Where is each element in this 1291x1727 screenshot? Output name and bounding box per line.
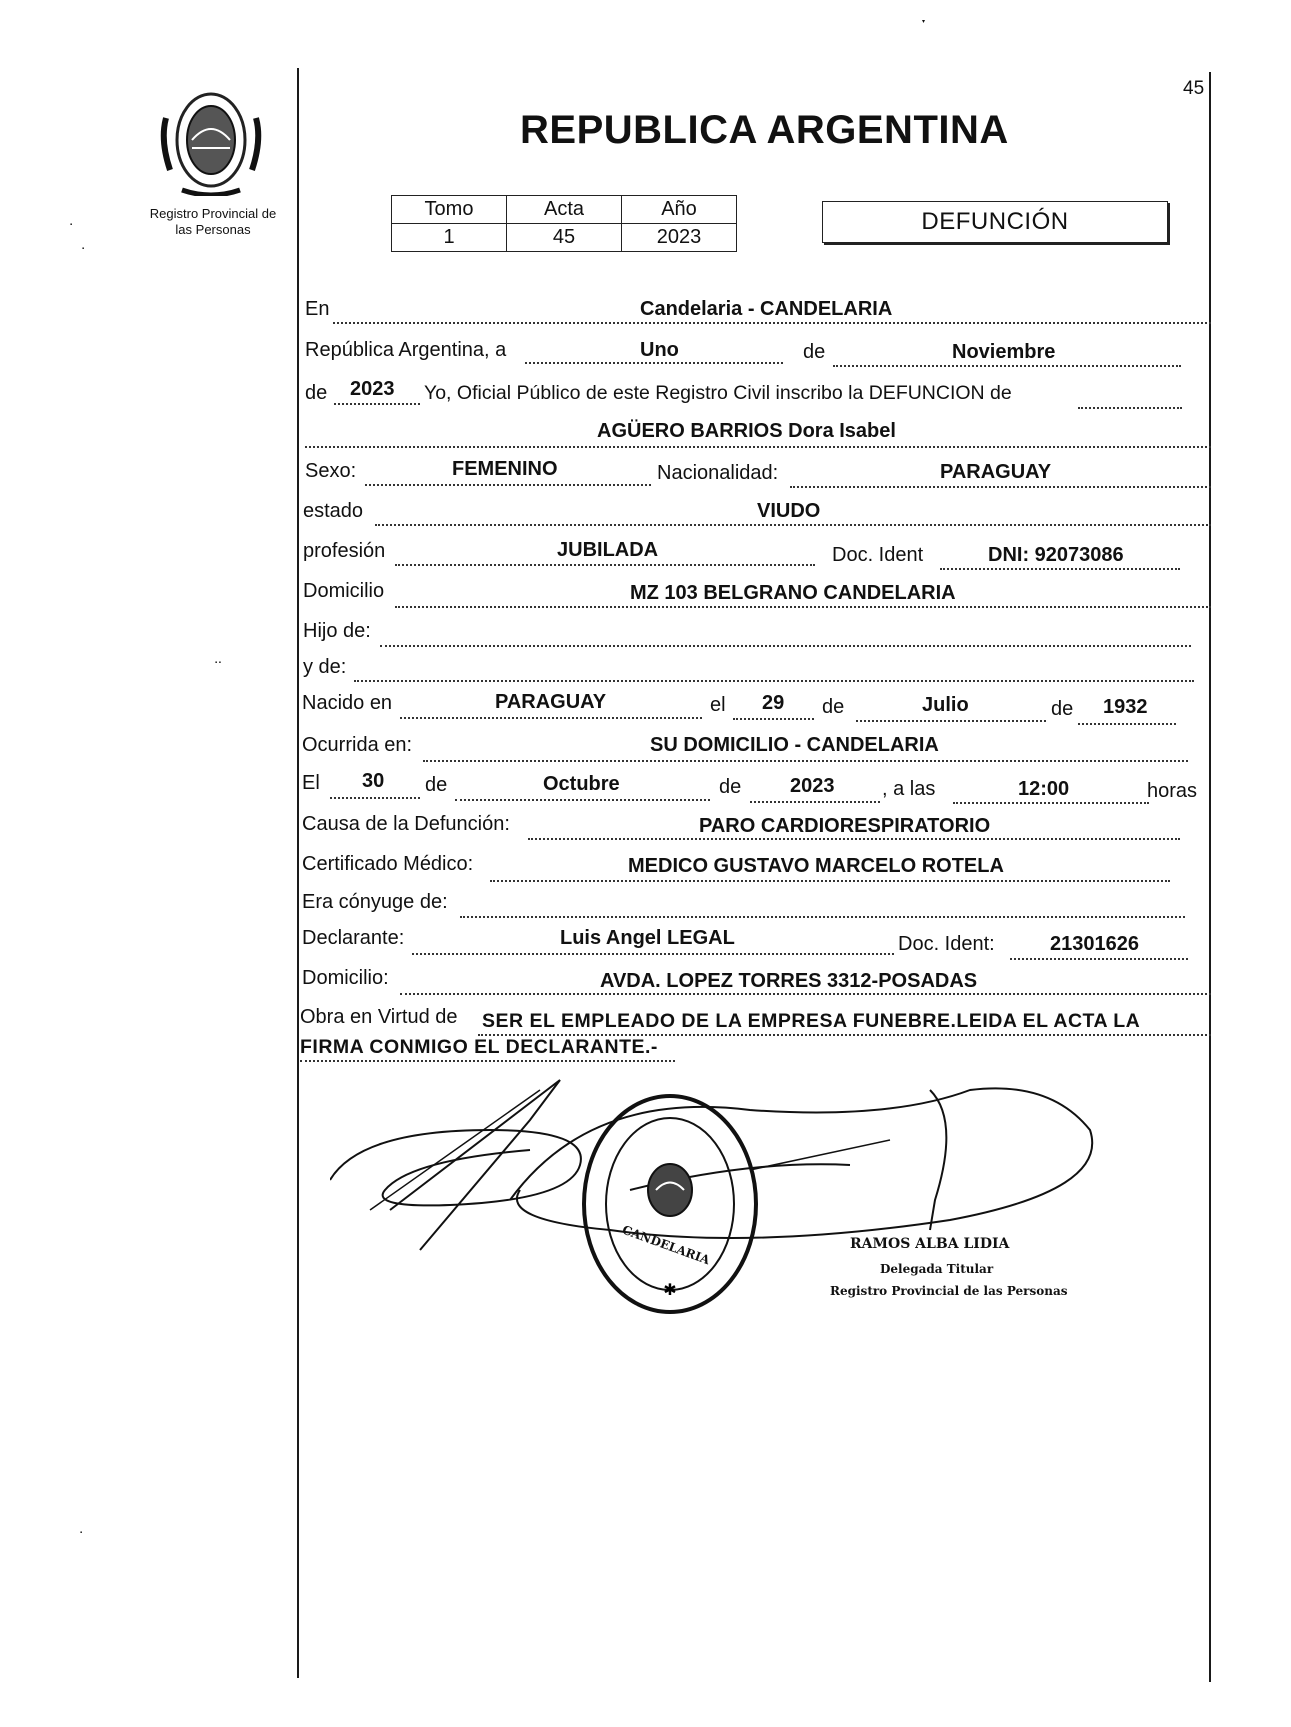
page-number: 45 xyxy=(1183,78,1205,99)
record-table-cell: 2023 xyxy=(622,224,737,252)
conyuge-label: Era cónyuge de: xyxy=(302,891,448,913)
causa-dotted-line xyxy=(528,838,1180,840)
death-year-dotted-line xyxy=(750,801,880,803)
nacido-value: PARAGUAY xyxy=(495,691,607,713)
declarante-domicilio-label: Domicilio: xyxy=(302,967,389,989)
ocurrida-dotted-line xyxy=(423,760,1188,762)
hijo-de-label: Hijo de: xyxy=(303,620,371,642)
birth-month: Julio xyxy=(922,694,969,716)
en-value: Candelaria - CANDELARIA xyxy=(640,298,893,320)
death-month: Octubre xyxy=(543,773,620,795)
birth-month-dotted-line xyxy=(856,720,1046,722)
conyuge-dotted-line xyxy=(460,916,1185,918)
death-time-dotted-line xyxy=(953,802,1149,804)
sexo-label: Sexo: xyxy=(305,460,357,482)
el-label: el xyxy=(710,694,726,716)
scan-speck: ▪ xyxy=(82,246,85,252)
nacionalidad-value: PARAGUAY xyxy=(940,461,1052,483)
nacionalidad-dotted-line xyxy=(790,486,1211,488)
profesion-value: JUBILADA xyxy=(557,539,659,561)
obra-label: Obra en Virtud de xyxy=(300,1006,458,1028)
year-dotted-line xyxy=(334,403,420,405)
scan-speck: ▪ ▪ xyxy=(215,660,221,666)
declarante-doc-dotted-line xyxy=(1010,958,1188,960)
record-table-cell: 1 xyxy=(392,224,507,252)
death-day: 30 xyxy=(362,770,385,792)
declarante-domicilio-dotted-line xyxy=(400,993,1211,995)
birth-year-dotted-line xyxy=(1078,723,1176,725)
registry-label-line1: Registro Provincial de xyxy=(149,206,277,221)
obra-value-line2: FIRMA CONMIGO EL DECLARANTE.- xyxy=(300,1036,658,1058)
record-table-header-row xyxy=(392,196,737,224)
inscribo-text: Yo, Oficial Público de este Registro Civil inscribo la DEFUNCION de xyxy=(424,382,1012,404)
nacido-label: Nacido en xyxy=(302,692,393,714)
record-table xyxy=(391,195,737,252)
declarante-label: Declarante: xyxy=(302,927,405,949)
doc-ident-value: DNI: 92073086 xyxy=(988,544,1124,566)
de-label-5: de xyxy=(425,774,448,796)
right-margin-line xyxy=(1209,72,1211,1682)
month-text: Noviembre xyxy=(952,341,1056,363)
document-title: REPUBLICA ARGENTINA xyxy=(520,108,1009,152)
estado-label: estado xyxy=(303,500,364,522)
deceased-name: AGÜERO BARRIOS Dora Isabel xyxy=(597,420,896,442)
left-margin-line xyxy=(297,68,299,1678)
month-dotted-line xyxy=(833,365,1181,367)
declarante-domicilio-value: AVDA. LOPEZ TORRES 3312-POSADAS xyxy=(600,970,978,992)
official-title: Delegada Titular xyxy=(880,1262,994,1276)
de-label-2: de xyxy=(305,382,328,404)
domicilio-dotted-line xyxy=(395,606,1211,608)
estado-value: VIUDO xyxy=(757,500,821,522)
en-label: En xyxy=(305,298,330,320)
scan-speck: ▪ xyxy=(70,222,73,228)
stamp-center-text: CANDELARIA xyxy=(620,1222,712,1268)
declarante-dotted-line xyxy=(412,953,894,955)
hijo-de-dotted-line xyxy=(380,645,1191,647)
domicilio-value: MZ 103 BELGRANO CANDELARIA xyxy=(630,582,956,604)
estado-dotted-line xyxy=(375,524,1211,526)
declarante-value: Luis Angel LEGAL xyxy=(560,927,735,949)
de-label-4: de xyxy=(1051,698,1074,720)
scan-speck: ▾ xyxy=(922,19,926,25)
record-table-value-row xyxy=(392,224,737,252)
official-stamp-icon xyxy=(578,1090,763,1320)
causa-value: PARO CARDIORESPIRATORIO xyxy=(699,815,991,837)
de-label-1: de xyxy=(803,341,826,363)
scan-speck: ▪ xyxy=(80,1530,83,1536)
certificado-dotted-line xyxy=(490,880,1170,882)
death-year: 2023 xyxy=(790,775,835,797)
record-table-header: Acta xyxy=(507,196,622,224)
certificado-label: Certificado Médico: xyxy=(302,853,474,875)
official-name: RAMOS ALBA LIDIA xyxy=(850,1236,1010,1252)
registry-label xyxy=(128,206,298,238)
record-table-header: Año xyxy=(622,196,737,224)
doc-ident-dotted-line xyxy=(940,568,1180,570)
record-table-cell: 45 xyxy=(507,224,622,252)
causa-label: Causa de la Defunción: xyxy=(302,813,510,835)
day-text: Uno xyxy=(640,339,679,361)
birth-day-dotted-line xyxy=(733,718,814,720)
a-las-label: , a las xyxy=(882,778,936,800)
birth-year: 1932 xyxy=(1103,696,1148,718)
y-de-dotted-line xyxy=(354,680,1194,682)
nacionalidad-label: Nacionalidad: xyxy=(657,462,779,484)
record-table-header: Tomo xyxy=(392,196,507,224)
provincial-seal-icon xyxy=(152,78,270,196)
name-dotted-line xyxy=(305,446,1211,448)
declarante-doc-value: 21301626 xyxy=(1050,933,1139,955)
ocurrida-value: SU DOMICILIO - CANDELARIA xyxy=(650,734,939,756)
birth-day: 29 xyxy=(762,692,785,714)
domicilio-label: Domicilio xyxy=(303,580,385,602)
day-dotted-line xyxy=(525,362,783,364)
de-label-6: de xyxy=(719,776,742,798)
inscribo-dotted-line xyxy=(1078,407,1182,409)
el-label-2: El xyxy=(302,772,320,794)
doc-ident-label: Doc. Ident xyxy=(832,544,924,566)
svg-text:✱: ✱ xyxy=(663,1280,677,1299)
death-day-dotted-line xyxy=(330,797,420,799)
act-type-box: DEFUNCIÓN xyxy=(822,201,1168,243)
official-org: Registro Provincial de las Personas xyxy=(830,1284,1068,1298)
republica-label: República Argentina, a xyxy=(305,339,507,361)
death-month-dotted-line xyxy=(455,799,710,801)
sexo-value: FEMENINO xyxy=(452,458,558,480)
de-label-3: de xyxy=(822,696,845,718)
death-time: 12:00 xyxy=(1018,778,1070,800)
registry-label-line2: las Personas xyxy=(175,222,251,237)
declarante-doc-label: Doc. Ident: xyxy=(898,933,995,955)
obra-value-line1: SER EL EMPLEADO DE LA EMPRESA FUNEBRE.LEIDA EL ACTA LA xyxy=(482,1010,1141,1032)
nacido-dotted-line xyxy=(400,717,702,719)
obra-dotted-line-2 xyxy=(300,1060,675,1062)
sexo-dotted-line xyxy=(365,484,651,486)
y-de-label: y de: xyxy=(303,656,347,678)
en-dotted-line xyxy=(333,322,1211,324)
profesion-dotted-line xyxy=(395,564,815,566)
horas-label: horas xyxy=(1147,780,1198,802)
profesion-label: profesión xyxy=(303,540,386,562)
ocurrida-label: Ocurrida en: xyxy=(302,734,413,756)
year-value: 2023 xyxy=(350,378,395,400)
certificado-value: MEDICO GUSTAVO MARCELO ROTELA xyxy=(628,855,1004,877)
